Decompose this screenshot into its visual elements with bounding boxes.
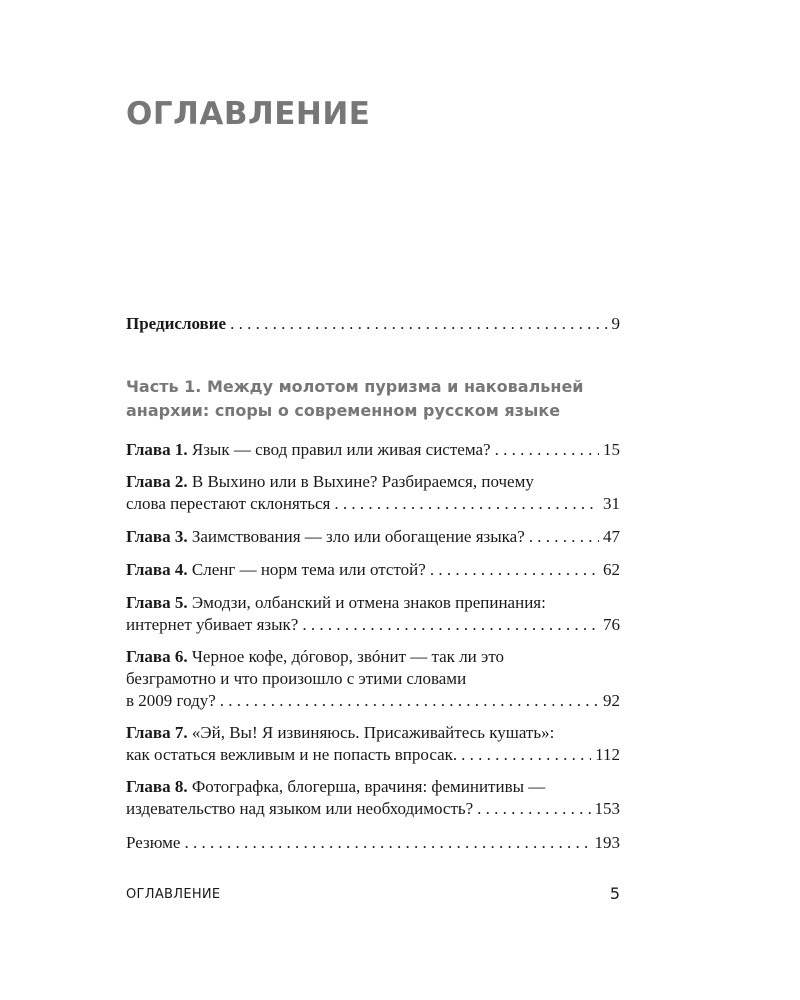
chapter-page: 15 bbox=[603, 440, 620, 459]
dot-leader bbox=[529, 526, 599, 548]
chapter-page: 47 bbox=[603, 527, 620, 546]
chapter-label: Глава 6. bbox=[126, 647, 188, 666]
summary-label: Резюме bbox=[126, 833, 181, 852]
chapter-label: Глава 4. bbox=[126, 560, 188, 579]
toc-entry-chapter-7[interactable] bbox=[126, 722, 620, 766]
dot-leader bbox=[430, 559, 599, 581]
chapter-title: Черное кофе, дóговор, звóнит — так ли это bbox=[191, 647, 505, 666]
toc-entry-chapter-6[interactable] bbox=[126, 646, 620, 712]
chapter-page: 92 bbox=[603, 691, 620, 710]
chapter-title: безграмотно и что произошло с этими словами bbox=[126, 669, 467, 688]
dot-leader bbox=[184, 832, 590, 854]
page-title: ОГЛАВЛЕНИЕ bbox=[126, 96, 371, 132]
toc-entry-chapter-2[interactable] bbox=[126, 471, 620, 515]
toc-entry-chapter-5[interactable] bbox=[126, 592, 620, 636]
running-footer-title: ОГЛАВЛЕНИЕ bbox=[126, 887, 221, 902]
toc-entry-chapter-4[interactable] bbox=[126, 559, 620, 581]
chapter-page: 112 bbox=[595, 745, 620, 764]
chapter-title: как остаться вежливым и не попасть впросак. bbox=[126, 745, 458, 764]
toc-entry-chapter-8[interactable] bbox=[126, 776, 620, 820]
chapter-title: Эмодзи, олбанский и отмена знаков препинания: bbox=[191, 593, 546, 612]
summary-page: 193 bbox=[594, 833, 620, 852]
chapter-title: слова перестают склоняться bbox=[126, 494, 331, 513]
dot-leader bbox=[495, 439, 599, 461]
chapter-label: Глава 8. bbox=[126, 777, 188, 796]
dot-leader bbox=[477, 798, 590, 820]
preface-page: 9 bbox=[611, 314, 620, 333]
chapter-page: 76 bbox=[603, 615, 620, 634]
toc-entry-summary[interactable] bbox=[126, 832, 620, 854]
preface-label: Предисловие bbox=[126, 314, 227, 333]
part-heading-line-1: Часть 1. Между молотом пуризма и наковальней bbox=[126, 377, 584, 396]
chapter-title: Язык — свод правил или живая система? bbox=[191, 440, 491, 459]
chapter-label: Глава 5. bbox=[126, 593, 188, 612]
chapter-label: Глава 2. bbox=[126, 472, 188, 491]
chapter-label: Глава 1. bbox=[126, 440, 188, 459]
chapter-label: Глава 7. bbox=[126, 723, 188, 742]
page-number: 5 bbox=[609, 884, 620, 903]
toc-entry-preface[interactable] bbox=[126, 313, 620, 335]
toc-entry-chapter-1[interactable] bbox=[126, 439, 620, 461]
dot-leader bbox=[220, 690, 599, 712]
dot-leader bbox=[302, 614, 599, 636]
toc-entry-chapter-3[interactable] bbox=[126, 526, 620, 548]
part-heading-line-2: анархии: споры о современном русском языке bbox=[126, 401, 561, 420]
chapter-title: Заимствования — зло или обогащение языка? bbox=[191, 527, 525, 546]
dot-leader bbox=[461, 744, 591, 766]
chapter-title: Сленг — норм тема или отстой? bbox=[191, 560, 426, 579]
chapter-page: 153 bbox=[594, 799, 620, 818]
chapter-title: издевательство над языком или необходимость? bbox=[126, 799, 474, 818]
dot-leader bbox=[230, 313, 607, 335]
chapter-title: Фотографка, блогерша, врачиня: феминитивы — bbox=[191, 777, 546, 796]
chapter-label: Глава 3. bbox=[126, 527, 188, 546]
chapter-page: 31 bbox=[603, 494, 620, 513]
dot-leader bbox=[334, 493, 599, 515]
part-heading bbox=[126, 375, 620, 423]
chapter-title: интернет убивает язык? bbox=[126, 615, 299, 634]
chapter-title: «Эй, Вы! Я извиняюсь. Присаживайтесь кушать»: bbox=[191, 723, 555, 742]
chapter-page: 62 bbox=[603, 560, 620, 579]
chapter-title: в 2009 году? bbox=[126, 691, 216, 710]
chapter-title: В Выхино или в Выхине? Разбираемся, почему bbox=[191, 472, 534, 491]
